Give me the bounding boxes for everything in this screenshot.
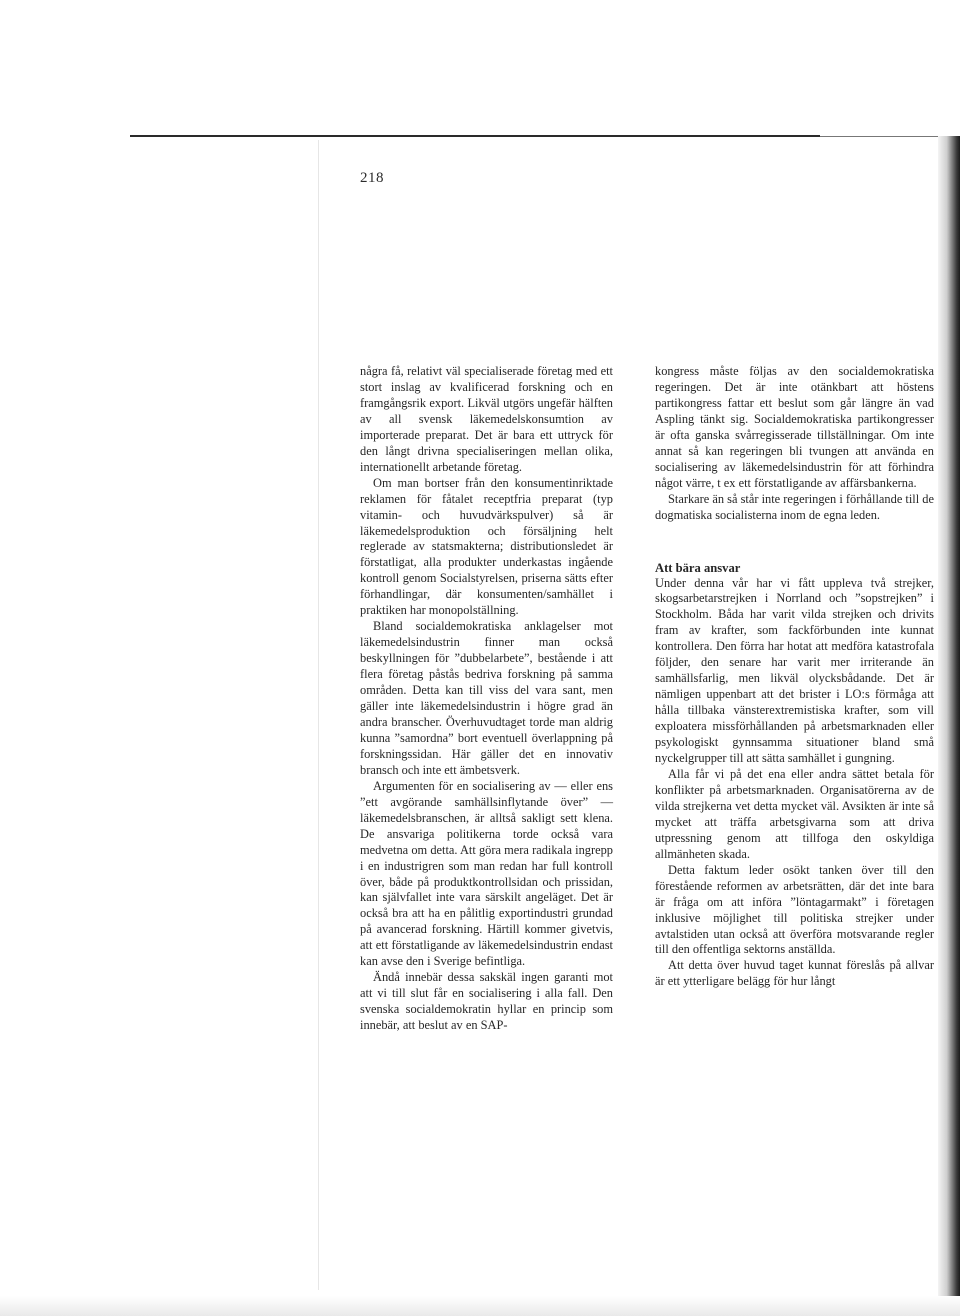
paragraph: Om man bortser från den konsumentinriktade reklamen för fåtalet receptfria preparat (typ vitamin- och huvudvärkspulver) så är läkemedelsproduktion och försäljning helt reglerade av statsmakterna; distributionsledet är förstatligat, alla produkter underkastas ingående kontroll genom Socialstyrelsen, priserna sätts efter förhandlingar, där konsumenten/samhället i praktiken har monopolställning. [360, 475, 613, 618]
page-edge-shadow-left [318, 140, 319, 1290]
paragraph: några få, relativt väl specialiserade företag med ett stort inslag av kvalificerad forskning och en framgångsrik export. Likväl utgörs ungefär hälften av all svensk läkemedelskonsumtion av importerade preparat. Det är bara ett uttryck för den långt drivna specialiseringen mellan olika, internationellt arbetande företag. [360, 364, 613, 474]
paragraph: Bland socialdemokratiska anklagelser mot läkemedelsindustrin finner man också beskyllningen för ”dubbelarbete”, bestående i att flera företag påstås bedriva forskning på samma områden. Detta kan till viss del vara sant, men gäller inte läkemedelsindustrin i högre grad än andra branscher. Överhuvudtaget torde man aldrig kunna ”samordna” bort eventuell överlappning på forskningssidan. Här gäller det en innovativ bransch och inte ett ämbetsverk. [360, 619, 613, 777]
paragraph: Att detta över huvud taget kunnat föreslås på allvar är ett ytterligare belägg för hur långt [655, 958, 934, 989]
paragraph: Alla får vi på det ena eller andra sättet betala för konflikter på arbetsmarknaden. Organisatörerna av de vilda strejkerna vet detta mycket väl. Avsikten är inte så mycket att träffa arbetsgivarna som att driva utpressning genom att tillfoga den oskyldiga allmänheten skada. [655, 766, 934, 861]
paragraph: Ändå innebär dessa sakskäl ingen garanti mot att vi till slut får en socialisering i alla fall. Den svenska socialdemokratin hyllar en princip som innebär, att beslut av en SAP- [360, 970, 613, 1033]
page-number: 218 [360, 170, 384, 186]
binding-shadow [938, 136, 960, 1296]
section-heading: Att bära ansvar [655, 560, 741, 575]
right-text-column [655, 364, 934, 990]
paragraph: kongress måste följas av den socialdemokratiska regeringen. Det är inte otänkbart att höstens partikongress fattar ett beslut som går längre än vad Aspling tänkt sig. Socialdemokratiska partikongresser är ofta ganska svårregisserade tillställningar. Om inte annat så kan regeringen bli tvungen att använda en socialisering av läkemedelsindustrin för att förhindra något värre, t ex ett förstatligande av affärsbankerna. [655, 364, 934, 490]
paragraph: Detta faktum leder osökt tanken över till den förestående reformen av arbetsrätten, där det inte bara är fråga om att införa ”löntagarmakt” i företagen inklusive möjlighet till politiska strejker under avtalstiden utan också att överföra motsvarande regler till den offentliga sektorns anställda. [655, 862, 934, 957]
paragraph: Argumenten för en socialisering av — eller ens ”ett avgörande samhällsinflytande över” — läkemedelsbranschen, är alltså sakligt sett klena. De ansvariga politikerna torde också vara medvetna om detta. Att göra mera radikala ingrepp i en industrigren som man redan har full kontroll över, både på produktkontrollsidan och prissidan, kan självfallet inte vara särskilt angeläget. Det är också bra att ha en pålitlig exportindustri grundad på avancerad forskning. Härtill kommer givetvis, att ett förstatligande av läkemedelsindustrin endast kan avse den i Sverige befintliga. [360, 778, 613, 969]
left-text-column [360, 364, 613, 1034]
bottom-edge [0, 1296, 960, 1316]
top-edge-rule-extension [820, 136, 945, 137]
top-edge-rule [130, 135, 820, 137]
paragraph: Under denna vår har vi fått uppleva två strejker, skogsarbetarstrejken i Norrland och ”sopstrejken” i Stockholm. Båda har varit vilda strejken och drivits fram av krafter, som fackförbunden inte kunnat kontrollera. Den förra har hotat att medföra katastrofala följder, den senare har varit mer irriterande än samhällsfarlig, men likväl olycksbådande. Det är nämligen uppenbart att det brister i LO:s förmåga att hålla tillbaka vänsterextremistiska krafter, som vill exploatera missförhållanden på arbetsmarknaden eller psykologiskt gynnsamma situationer bland små nyckelgrupper till att sätta samhället i gungning. [655, 575, 934, 766]
paragraph: Starkare än så står inte regeringen i förhållande till de dogmatiska socialisterna inom de egna leden. [655, 491, 934, 522]
